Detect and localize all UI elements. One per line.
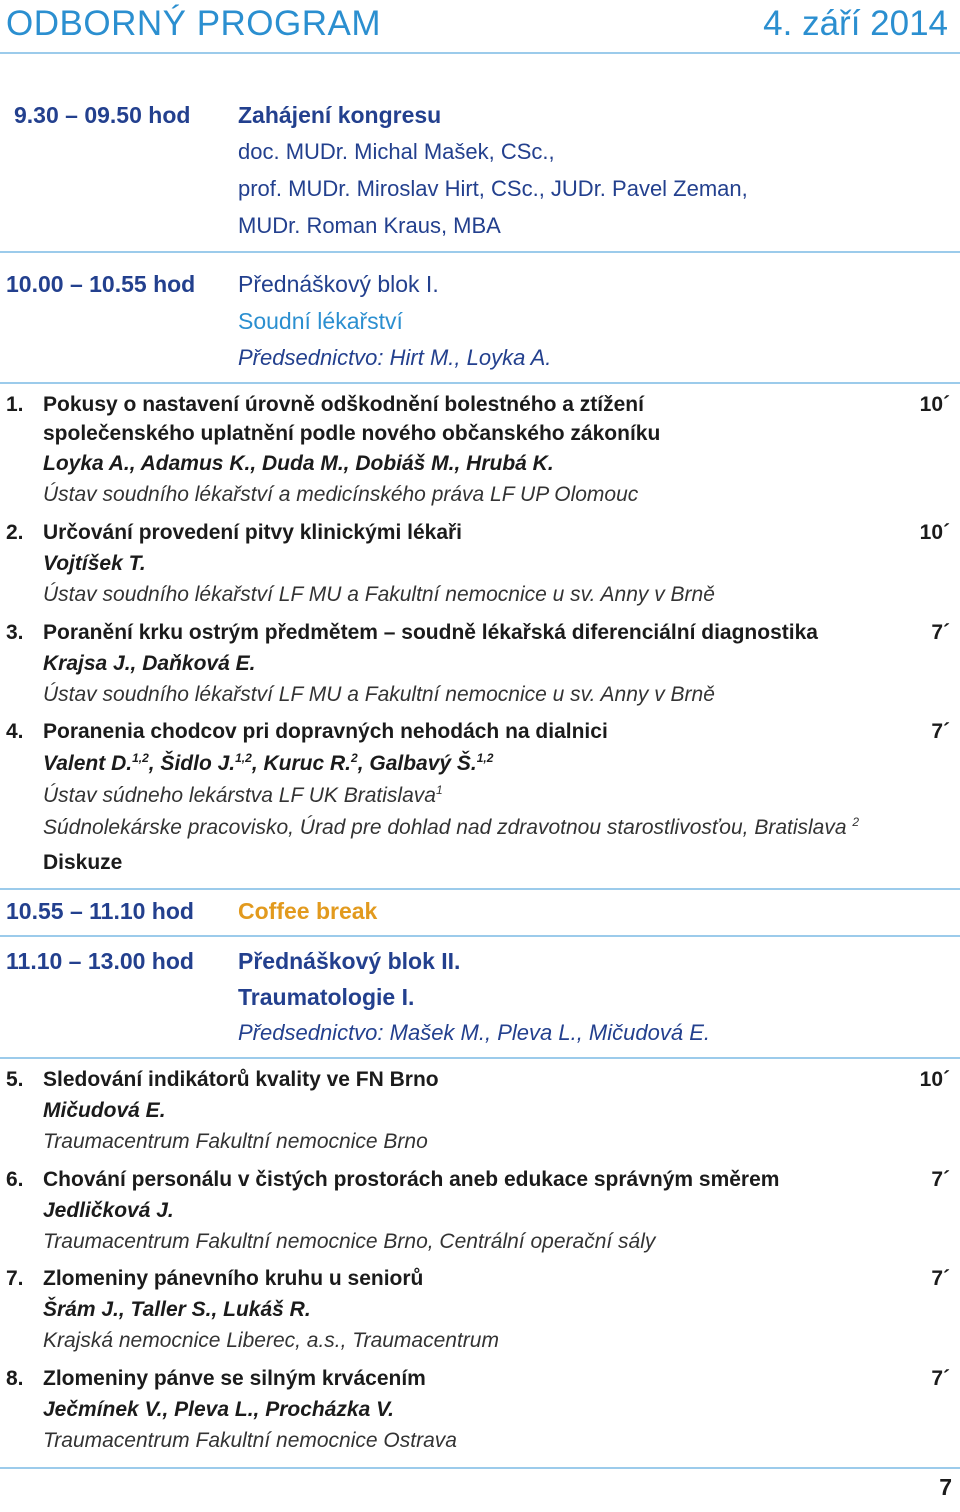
section-divider xyxy=(0,251,960,253)
talk-title: Zlomeniny pánevního kruhu u seniorů xyxy=(43,1267,424,1290)
footer-divider xyxy=(0,1467,960,1469)
talk-duration: 7´ xyxy=(931,720,950,743)
talk-title: Poranenia chodcov pri dopravných nehodách na dialnici xyxy=(43,720,608,743)
talk-institution: Krajská nemocnice Liberec, a.s., Traumacentrum xyxy=(43,1329,499,1352)
talk-duration: 7´ xyxy=(931,1367,950,1390)
block2-time: 11.10 – 13.00 hod xyxy=(6,948,194,974)
talk-institution: Ústav soudního lékařství a medicínského práva LF UP Olomouc xyxy=(43,483,639,506)
block1-chair: Předsednictvo: Hirt M., Loyka A. xyxy=(238,345,552,370)
talk-authors: Vojtíšek T. xyxy=(43,552,146,575)
talk-institution: Súdnolekárske pracovisko, Úrad pre dohlad nad zdravotnou starostlivosťou, Bratislava $^2$ xyxy=(43,815,860,839)
block1-time: 10.00 – 10.55 hod xyxy=(6,271,196,297)
talk-duration: 10´ xyxy=(919,1068,950,1091)
talk-authors: Valent D.$^{1,2}$, Šidlo J.$^{1,2}$, Kuruc R.$^2$, Galbavý Š.$^{1,2}$ xyxy=(43,751,494,775)
block1-subtitle: Soudní lékařství xyxy=(238,308,403,334)
page-date: 4. září 2014 xyxy=(763,4,948,43)
talk-number: 2. xyxy=(6,521,24,544)
opening-title: Zahájení kongresu xyxy=(238,102,442,128)
talk-institution: Traumacentrum Fakultní nemocnice Ostrava xyxy=(43,1429,457,1452)
discussion-label: Diskuze xyxy=(43,851,123,874)
talk-title: Zlomeniny pánve se silným krvácením xyxy=(43,1367,426,1390)
opening-speakers-line1: doc. MUDr. Michal Mašek, CSc., xyxy=(238,139,555,164)
talk-authors: Ječmínek V., Pleva L., Procházka V. xyxy=(43,1398,394,1421)
section-divider xyxy=(0,935,960,937)
talk-authors: Loyka A., Adamus K., Duda M., Dobiáš M., Hrubá K. xyxy=(43,452,554,475)
talk-number: 8. xyxy=(6,1367,24,1390)
block2-title: Přednáškový blok II. xyxy=(238,948,461,974)
talk-institution: Ústav súdneho lekárstva LF UK Bratislava$^1$ xyxy=(43,783,443,807)
opening-speakers-line3: MUDr. Roman Kraus, MBA xyxy=(238,213,501,238)
talk-duration: 7´ xyxy=(931,1267,950,1290)
talk-authors: Šrám J., Taller S., Lukáš R. xyxy=(43,1298,311,1321)
talk-number: 3. xyxy=(6,621,24,644)
talk-institution: Ústav soudního lékařství LF MU a Fakultní nemocnice u sv. Anny v Brně xyxy=(43,583,715,606)
block2-chair: Předsednictvo: Mašek M., Pleva L., Mičudová E. xyxy=(238,1020,710,1045)
talk-number: 4. xyxy=(6,720,24,743)
talk-authors: Mičudová E. xyxy=(43,1099,166,1122)
talk-title: Pokusy o nastavení úrovně odškodnění bolestného a ztížení xyxy=(43,393,644,416)
talk-institution: Ústav soudního lékařství LF MU a Fakultní nemocnice u sv. Anny v Brně xyxy=(43,683,715,706)
talk-duration: 10´ xyxy=(919,521,950,544)
talk-title: Poranění krku ostrým předmětem – soudně lékařská diferenciální diagnostika xyxy=(43,621,818,644)
section-divider xyxy=(0,382,960,384)
talk-number: 5. xyxy=(6,1068,24,1091)
talk-institution: Traumacentrum Fakultní nemocnice Brno, Centrální operační sály xyxy=(43,1230,656,1253)
talk-duration: 10´ xyxy=(919,393,950,416)
coffee-title: Coffee break xyxy=(238,898,378,924)
talk-institution: Traumacentrum Fakultní nemocnice Brno xyxy=(43,1130,428,1153)
talk-duration: 7´ xyxy=(931,1168,950,1191)
talk-authors: Jedličková J. xyxy=(43,1199,174,1222)
talk-number: 6. xyxy=(6,1168,24,1191)
talk-title: Sledování indikátorů kvality ve FN Brno xyxy=(43,1068,439,1091)
block2-subtitle: Traumatologie I. xyxy=(238,984,415,1010)
block1-title: Přednáškový blok I. xyxy=(238,271,439,297)
talk-title: Chování personálu v čistých prostorách aneb edukace správným směrem xyxy=(43,1168,780,1191)
header-divider xyxy=(0,52,960,54)
page-title: ODBORNÝ PROGRAM xyxy=(6,4,382,43)
opening-speakers-line2: prof. MUDr. Miroslav Hirt, CSc., JUDr. Pavel Zeman, xyxy=(238,176,748,201)
talk-title-cont: společenského uplatnění podle nového občanského zákoníku xyxy=(43,422,661,445)
page-number: 7 xyxy=(939,1474,952,1500)
opening-time: 9.30 – 09.50 hod xyxy=(14,102,191,128)
talk-number: 7. xyxy=(6,1267,24,1290)
coffee-time: 10.55 – 11.10 hod xyxy=(6,898,194,924)
section-divider xyxy=(0,1057,960,1059)
talk-title: Určování provedení pitvy klinickými lékaři xyxy=(43,521,463,544)
section-divider xyxy=(0,888,960,890)
talk-duration: 7´ xyxy=(931,621,950,644)
talk-number: 1. xyxy=(6,393,24,416)
talk-authors: Krajsa J., Daňková E. xyxy=(43,652,256,675)
